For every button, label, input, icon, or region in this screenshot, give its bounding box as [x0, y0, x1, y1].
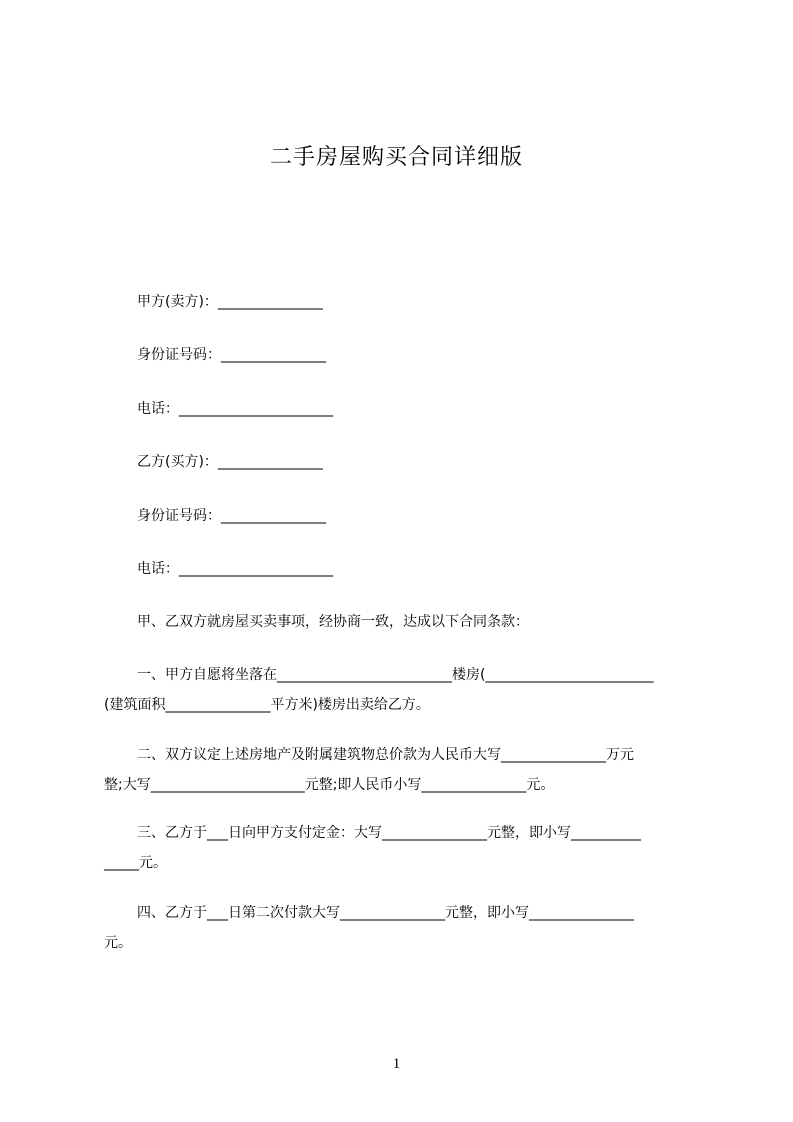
document-title: 二手房屋购买合同详细版 [269, 145, 523, 170]
clause-1-line-1: 一、甲方自愿将坐落在_________________________楼房(________________________ [137, 667, 654, 683]
clause-4-line-2: 元。 [104, 935, 132, 951]
clause-1 [104, 660, 704, 720]
seller-id-field: 身份证号码：_______________ [137, 347, 326, 363]
clause-3-line-2: _____元。 [104, 855, 167, 871]
buyer-id-field: 身份证号码：_______________ [137, 508, 326, 524]
clause-2 [104, 740, 704, 800]
buyer-name-field: 乙方(买方)：_______________ [137, 454, 323, 470]
seller-name-field: 甲方(卖方)：_______________ [137, 294, 323, 310]
clause-1-line-2: (建筑面积_______________平方米)楼房出卖给乙方。 [104, 697, 430, 713]
seller-phone-field: 电话：______________________ [137, 401, 333, 417]
intro-paragraph: 甲、乙双方就房屋买卖事项，经协商一致，达成以下合同条款： [137, 614, 529, 630]
clause-4-line-1: 四、乙方于___日第二次付款大写_______________元整，即小写_______________ [137, 905, 634, 921]
page-number: 1 [392, 1056, 401, 1072]
clause-2-line-2: 整;大写______________________元整;即人民币小写_______________元。 [104, 777, 555, 793]
clause-3 [104, 818, 704, 878]
clause-4 [104, 898, 704, 958]
clause-2-line-1: 二、双方议定上述房地产及附属建筑物总价款为人民币大写_______________万元 [137, 747, 634, 763]
clause-3-line-1: 三、乙方于___日向甲方支付定金：大写_______________元整，即小写__________ [137, 825, 641, 841]
buyer-phone-field: 电话：______________________ [137, 561, 333, 577]
